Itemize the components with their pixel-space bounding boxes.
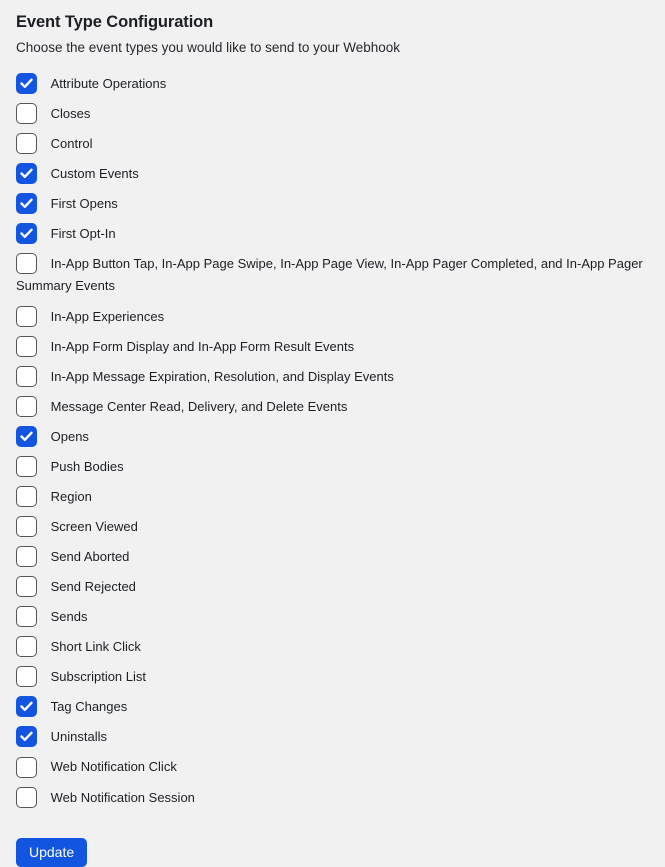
event-type-label: In-App Experiences [50, 308, 165, 324]
event-type-label: Tag Changes [50, 699, 128, 715]
event-type-row[interactable] [16, 365, 649, 387]
event-type-label: Subscription List [50, 669, 147, 685]
checkbox[interactable] [16, 253, 37, 274]
event-type-label: Control [50, 136, 93, 152]
checkbox[interactable] [16, 73, 37, 94]
checkbox[interactable] [16, 366, 37, 387]
event-type-label: Opens [50, 428, 89, 444]
event-type-row[interactable] [16, 335, 649, 357]
event-type-row[interactable] [16, 305, 649, 327]
checkbox[interactable] [16, 456, 37, 477]
page-subtitle: Choose the event types you would like to send to your Webhook [16, 40, 400, 55]
checkbox[interactable] [16, 576, 37, 597]
event-type-row[interactable] [16, 425, 649, 447]
event-type-label: Short Link Click [50, 639, 141, 655]
event-type-row[interactable] [16, 515, 649, 537]
event-type-label: First Opens [50, 196, 118, 212]
checkbox[interactable] [16, 163, 37, 184]
checkbox[interactable] [16, 396, 37, 417]
event-type-row[interactable] [16, 222, 649, 244]
event-type-label: Sends [50, 609, 88, 625]
checkbox[interactable] [16, 486, 37, 507]
event-type-row[interactable] [16, 162, 649, 184]
event-type-label: In-App Button Tap, In-App Page Swipe, In-App Page View, In-App Pager Completed, and In-App Pager Summary Events [16, 256, 643, 294]
event-type-row[interactable] [16, 605, 649, 627]
event-type-row[interactable] [16, 755, 649, 777]
check-icon [20, 198, 33, 209]
event-type-label: Web Notification Click [50, 759, 177, 775]
event-type-row[interactable] [16, 252, 649, 296]
checkbox[interactable] [16, 726, 37, 747]
event-type-row[interactable] [16, 192, 649, 214]
checkbox[interactable] [16, 306, 37, 327]
event-type-label: Region [50, 488, 92, 504]
check-icon [20, 431, 33, 442]
checkbox[interactable] [16, 426, 37, 447]
event-type-label: Custom Events [50, 166, 139, 182]
checkbox[interactable] [16, 193, 37, 214]
event-type-label: In-App Message Expiration, Resolution, and Display Events [50, 368, 394, 384]
checkbox[interactable] [16, 757, 37, 778]
event-type-row[interactable] [16, 395, 649, 417]
event-type-row[interactable] [16, 72, 649, 94]
event-type-label: Push Bodies [50, 458, 124, 474]
event-type-label: Web Notification Session [50, 789, 195, 805]
event-type-row[interactable] [16, 485, 649, 507]
event-type-label: In-App Form Display and In-App Form Result Events [50, 338, 355, 354]
check-icon [20, 78, 33, 89]
event-type-row[interactable] [16, 786, 649, 808]
event-type-label: Attribute Operations [50, 76, 167, 92]
checkbox[interactable] [16, 336, 37, 357]
checkbox[interactable] [16, 636, 37, 657]
check-icon [20, 731, 33, 742]
checkbox[interactable] [16, 103, 37, 124]
check-icon [20, 228, 33, 239]
checkbox[interactable] [16, 223, 37, 244]
check-icon [20, 168, 33, 179]
event-type-label: Message Center Read, Delivery, and Delete Events [50, 398, 348, 414]
event-type-label: Send Aborted [50, 549, 130, 565]
event-type-row[interactable] [16, 102, 649, 124]
event-type-list [16, 72, 649, 808]
checkbox[interactable] [16, 133, 37, 154]
checkbox[interactable] [16, 787, 37, 808]
event-type-row[interactable] [16, 455, 649, 477]
event-type-label: Uninstalls [50, 729, 107, 745]
event-type-row[interactable] [16, 725, 649, 747]
update-button[interactable]: Update [16, 838, 87, 867]
event-type-label: Send Rejected [50, 579, 136, 595]
page-title: Event Type Configuration [16, 13, 214, 31]
checkbox[interactable] [16, 606, 37, 627]
event-type-row[interactable] [16, 545, 649, 567]
event-type-label: Closes [50, 106, 91, 122]
checkbox[interactable] [16, 546, 37, 567]
check-icon [20, 701, 33, 712]
checkbox[interactable] [16, 516, 37, 537]
event-type-row[interactable] [16, 635, 649, 657]
event-type-label: Screen Viewed [50, 519, 138, 534]
event-type-row[interactable] [16, 665, 649, 687]
event-type-row[interactable] [16, 132, 649, 154]
checkbox[interactable] [16, 666, 37, 687]
checkbox[interactable] [16, 696, 37, 717]
event-type-row[interactable] [16, 695, 649, 717]
event-type-row[interactable] [16, 575, 649, 597]
event-type-label: First Opt-In [50, 226, 116, 242]
